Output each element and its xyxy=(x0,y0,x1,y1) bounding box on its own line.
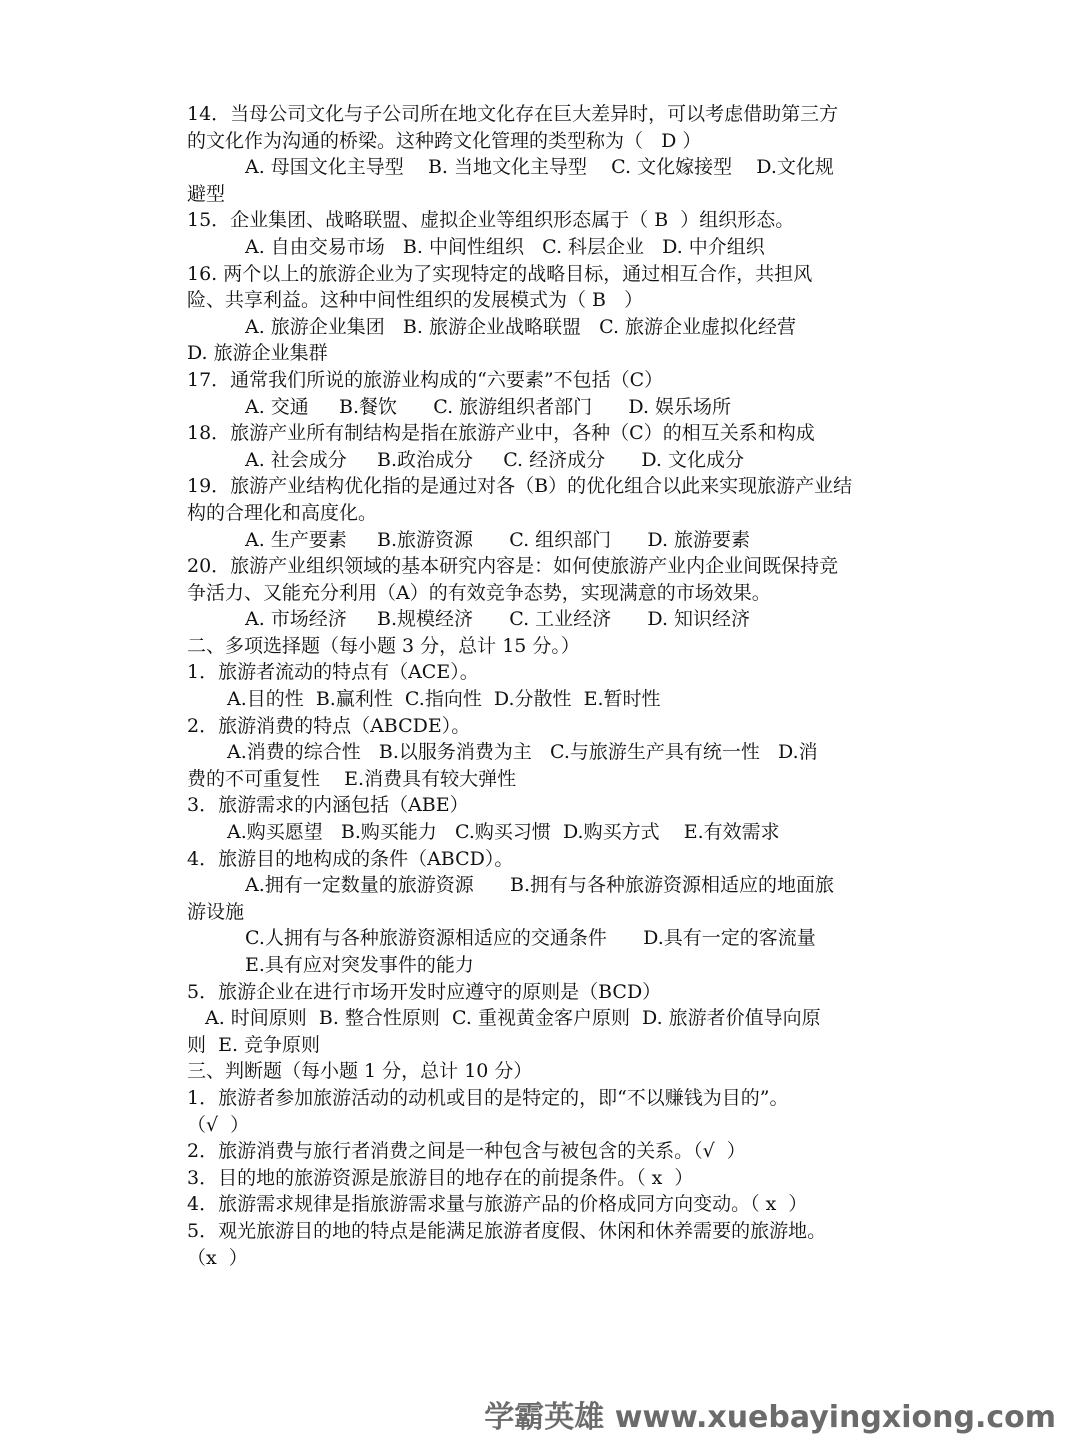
mc-question-4: 4．旅游目的地构成的条件（ABCD）。 xyxy=(187,847,514,870)
site-watermark: 学霸英雄 www.xuebayingxiong.com xyxy=(484,1400,1056,1435)
section-multiple-choice-heading: 二、多项选择题（每小题 3 分，总计 15 分。） xyxy=(187,634,580,657)
mc-question-4-options-wrap: 游设施 xyxy=(187,900,245,923)
question-19-line-2: 构的合理化和高度化。 xyxy=(187,501,378,524)
question-18-options: A. 社会成分 B.政治成分 C. 经济成分 D. 文化成分 xyxy=(245,448,745,471)
tf-question-3: 3．目的地的旅游资源是旅游目的地存在的前提条件。（ x ） xyxy=(187,1166,694,1189)
document-body xyxy=(187,101,897,1271)
question-16-line-2: 险、共享利益。这种中间性组织的发展模式为（ B ） xyxy=(187,289,644,312)
question-16-options: A. 旅游企业集团 B. 旅游企业战略联盟 C. 旅游企业虚拟化经营 xyxy=(245,315,797,338)
question-19-line-1: 19．旅游产业结构优化指的是通过对各（B）的优化组合以此来实现旅游产业结 xyxy=(187,475,853,498)
mc-question-4-options-2: C.人拥有与各种旅游资源相适应的交通条件 D.具有一定的客流量 xyxy=(245,927,816,950)
mc-question-3-options: A.购买愿望 B.购买能力 C.购买习惯 D.购买方式 E.有效需求 xyxy=(227,821,780,844)
question-18-line-1: 18．旅游产业所有制结构是指在旅游产业中，各种（C）的相互关系和构成 xyxy=(187,422,815,445)
question-16-line-1: 16. 两个以上的旅游企业为了实现特定的战略目标，通过相互合作，共担风 xyxy=(187,262,813,285)
mc-question-2-options: A.消费的综合性 B.以服务消费为主 C.与旅游生产具有统一性 D.消 xyxy=(227,741,818,764)
question-15-options: A. 自由交易市场 B. 中间性组织 C. 科层企业 D. 中介组织 xyxy=(245,235,765,258)
tf-question-1: 1．旅游者参加旅游活动的动机或目的是特定的，即“不以赚钱为目的”。 xyxy=(187,1086,789,1109)
question-14-line-1: 14．当母公司文化与子公司所在地文化存在巨大差异时，可以考虑借助第三方 xyxy=(187,103,839,125)
mc-question-1-options: A.目的性 B.赢利性 C.指向性 D.分散性 E.暂时性 xyxy=(227,688,661,711)
question-15-line-1: 15．企业集团、战略联盟、虚拟企业等组织形态属于（ B ）组织形态。 xyxy=(187,209,795,232)
question-16-options-wrap: D. 旅游企业集群 xyxy=(187,342,328,365)
tf-question-1-answer: （√ ） xyxy=(187,1113,250,1136)
mc-question-1: 1．旅游者流动的特点有（ACE）。 xyxy=(187,661,479,684)
mc-question-3: 3．旅游需求的内涵包括（ABE） xyxy=(187,794,469,817)
question-20-line-1: 20．旅游产业组织领域的基本研究内容是：如何使旅游产业内企业间既保持竞 xyxy=(187,555,839,578)
tf-question-5: 5．观光旅游目的地的特点是能满足旅游者度假、休闲和休养需要的旅游地。 xyxy=(187,1219,827,1242)
tf-question-2: 2．旅游消费与旅行者消费之间是一种包含与被包含的关系。（√ ） xyxy=(187,1140,746,1163)
question-17-line-1: 17．通常我们所说的旅游业构成的“六要素”不包括（C） xyxy=(187,368,664,391)
tf-question-4: 4．旅游需求规律是指旅游需求量与旅游产品的价格成同方向变动。（ x ） xyxy=(187,1193,808,1216)
question-19-options: A. 生产要素 B.旅游资源 C. 组织部门 D. 旅游要素 xyxy=(245,528,751,551)
question-14-options: A. 母国文化主导型 B. 当地文化主导型 C. 文化嫁接型 D.文化规 xyxy=(245,156,834,179)
question-17-options: A. 交通 B.餐饮 C. 旅游组织者部门 D. 娱乐场所 xyxy=(245,395,732,418)
mc-question-5-options: A. 时间原则 B. 整合性原则 C. 重视黄金客户原则 D. 旅游者价值导向原 xyxy=(205,1007,821,1030)
tf-question-5-answer: （x ） xyxy=(187,1246,248,1269)
mc-question-2: 2．旅游消费的特点（ABCDE）。 xyxy=(187,714,471,737)
mc-question-2-options-wrap: 费的不可重复性 E.消费具有较大弹性 xyxy=(187,767,517,790)
section-true-false-heading: 三、判断题（每小题 1 分，总计 10 分） xyxy=(187,1060,533,1083)
mc-question-5: 5．旅游企业在进行市场开发时应遵守的原则是（BCD） xyxy=(187,980,662,1003)
question-14-options-wrap: 避型 xyxy=(187,182,226,205)
mc-question-4-options-1: A.拥有一定数量的旅游资源 B.拥有与各种旅游资源相适应的地面旅 xyxy=(245,874,835,897)
mc-question-5-options-wrap: 则 E. 竞争原则 xyxy=(187,1033,321,1056)
mc-question-4-options-3: E.具有应对突发事件的能力 xyxy=(245,954,474,976)
question-20-options: A. 市场经济 B.规模经济 C. 工业经济 D. 知识经济 xyxy=(245,608,751,631)
question-20-line-2: 争活力、又能充分利用（A）的有效竞争态势，实现满意的市场效果。 xyxy=(187,581,771,604)
question-14-line-2: 的文化作为沟通的桥梁。这种跨文化管理的类型称为（ D ） xyxy=(187,129,702,152)
